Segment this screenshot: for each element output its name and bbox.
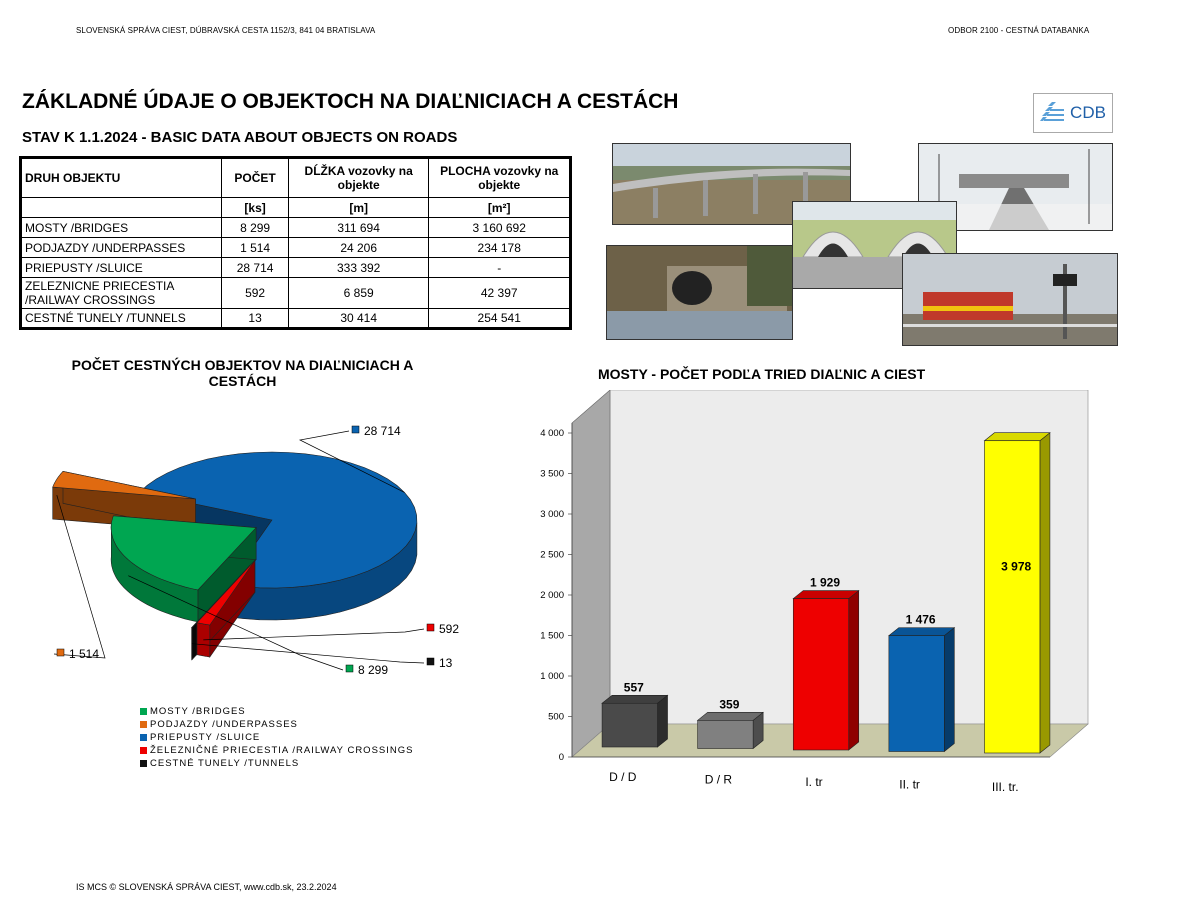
objects-table — [19, 156, 572, 330]
pie-data-label: 8 299 — [358, 663, 389, 677]
table-row — [21, 309, 571, 329]
pie-label-swatch — [346, 665, 353, 672]
legend-swatch — [140, 747, 147, 754]
unit-area: [m²] — [429, 198, 571, 218]
bar-y-tick-label: 1 000 — [540, 671, 564, 682]
bar-data-label: 557 — [623, 680, 644, 695]
legend-label: PRIEPUSTY /SLUICE — [150, 732, 261, 743]
table-row — [21, 238, 571, 258]
pie-leader-line — [192, 644, 424, 663]
col-header-area: PLOCHA vozovky na objekte — [429, 158, 571, 198]
row-count: 28 714 — [222, 258, 289, 278]
header-address: SLOVENSKÁ SPRÁVA CIEST, DÚBRAVSKÁ CESTA 1152/3, 841 04 BRATISLAVA — [76, 26, 376, 35]
row-label: ZELEZNICNE PRIECESTIA /RAILWAY CROSSINGS — [21, 278, 222, 309]
bar-y-tick-label: 0 — [558, 752, 564, 763]
row-label: CESTNÉ TUNELY /TUNNELS — [21, 309, 222, 329]
bar-category-label: I. tr — [805, 775, 823, 789]
col-header-length: DĹŽKA vozovky na objekte — [288, 158, 429, 198]
bar-dr — [698, 712, 763, 748]
legend-swatch — [140, 760, 147, 767]
bar-category-label: II. tr — [899, 777, 920, 792]
pie-chart — [0, 400, 520, 700]
row-label: MOSTY /BRIDGES — [21, 218, 222, 238]
row-area: 42 397 — [429, 278, 571, 309]
row-length: 311 694 — [288, 218, 429, 238]
unit-length: [m] — [288, 198, 429, 218]
bar-iii-tr — [984, 433, 1049, 753]
bar-y-tick-label: 3 500 — [540, 468, 564, 480]
bar-y-tick-label: 500 — [548, 711, 564, 723]
bar-data-label: 1 929 — [809, 575, 841, 590]
row-count: 8 299 — [222, 218, 289, 238]
pie-label-swatch — [352, 426, 359, 433]
row-area: 3 160 692 — [429, 218, 571, 238]
legend-label: CESTNÉ TUNELY /TUNNELS — [150, 758, 300, 769]
bar-category-label: D / R — [704, 772, 733, 787]
legend-label: MOSTY /BRIDGES — [150, 706, 246, 717]
table-row — [21, 218, 571, 238]
bar-y-tick-label: 3 000 — [540, 509, 564, 520]
bar-data-label: 3 978 — [1001, 559, 1032, 574]
pie-label-swatch — [57, 649, 64, 656]
pie-label-swatch — [427, 624, 434, 631]
table-row — [21, 258, 571, 278]
bar-y-tick-label: 2 000 — [540, 590, 564, 601]
bar-chart-title: MOSTY - POČET PODĽA TRIED DIAĽNIC A CIEST — [598, 366, 926, 382]
row-length: 333 392 — [288, 258, 429, 278]
pie-legend — [140, 705, 413, 770]
header-department: ODBOR 2100 - CESTNÁ DATABANKA — [948, 26, 1090, 35]
legend-item-underpasses — [140, 718, 413, 731]
row-area: 254 541 — [429, 309, 571, 329]
footer: IS MCS © SLOVENSKÁ SPRÁVA CIEST, www.cdb.sk, 23.2.2024 — [76, 882, 337, 892]
bar-data-label: 359 — [719, 697, 740, 712]
row-length: 24 206 — [288, 238, 429, 258]
legend-swatch — [140, 708, 147, 715]
sluice-photo — [606, 245, 793, 340]
row-label: PODJAZDY /UNDERPASSES — [21, 238, 222, 258]
legend-item-tunnels — [140, 757, 413, 770]
bar-y-tick-label: 2 500 — [540, 549, 564, 561]
page-title: ZÁKLADNÉ ÚDAJE O OBJEKTOCH NA DIAĽNICIACH A CESTÁCH — [22, 90, 679, 113]
pie-data-label: 28 714 — [364, 424, 401, 438]
legend-label: ŽELEZNIČNÉ PRIECESTIA /RAILWAY CROSSINGS — [150, 745, 414, 756]
pie-label-swatch — [427, 658, 434, 665]
legend-item-bridges — [140, 705, 413, 718]
bar-i-tr — [793, 591, 858, 750]
legend-item-sluice — [140, 731, 413, 744]
legend-item-railway — [140, 744, 413, 757]
unit-type — [21, 198, 222, 218]
col-header-type: DRUH OBJEKTU — [21, 158, 222, 198]
bar-y-tick-label: 4 000 — [540, 428, 564, 439]
bar-y-tick-label: 1 500 — [540, 630, 564, 642]
legend-swatch — [140, 721, 147, 728]
row-label: PRIEPUSTY /SLUICE — [21, 258, 222, 278]
legend-swatch — [140, 734, 147, 741]
cdb-logo-icon — [1040, 101, 1066, 125]
pie-data-label: 1 514 — [69, 647, 100, 661]
cdb-logo-text: CDB — [1070, 103, 1106, 122]
table-row — [21, 278, 571, 309]
bar-ii-tr — [889, 628, 954, 752]
row-area: 234 178 — [429, 238, 571, 258]
cdb-logo — [1033, 93, 1113, 133]
row-count: 592 — [222, 278, 289, 309]
row-length: 6 859 — [288, 278, 429, 309]
row-count: 13 — [222, 309, 289, 329]
col-header-count: POČET — [222, 158, 289, 198]
row-length: 30 414 — [288, 309, 429, 329]
bar-category-label: D / D — [609, 770, 637, 784]
bar-chart — [520, 390, 1120, 810]
row-area: - — [429, 258, 571, 278]
page-subtitle: STAV K 1.1.2024 - BASIC DATA ABOUT OBJECTS ON ROADS — [22, 129, 458, 146]
pie-data-label: 13 — [439, 656, 453, 670]
bar-data-label: 1 476 — [905, 612, 936, 627]
pie-data-label: 592 — [439, 622, 460, 636]
bar-category-label: III. tr. — [991, 780, 1019, 794]
row-count: 1 514 — [222, 238, 289, 258]
pie-leader-line — [203, 629, 424, 640]
pie-chart-title: POČET CESTNÝCH OBJEKTOV NA DIAĽNICIACH A CESTÁCH — [71, 357, 414, 389]
bar-dd — [602, 695, 667, 747]
railway-crossing-photo — [902, 253, 1118, 346]
unit-count: [ks] — [222, 198, 289, 218]
legend-label: PODJAZDY /UNDERPASSES — [150, 719, 298, 730]
